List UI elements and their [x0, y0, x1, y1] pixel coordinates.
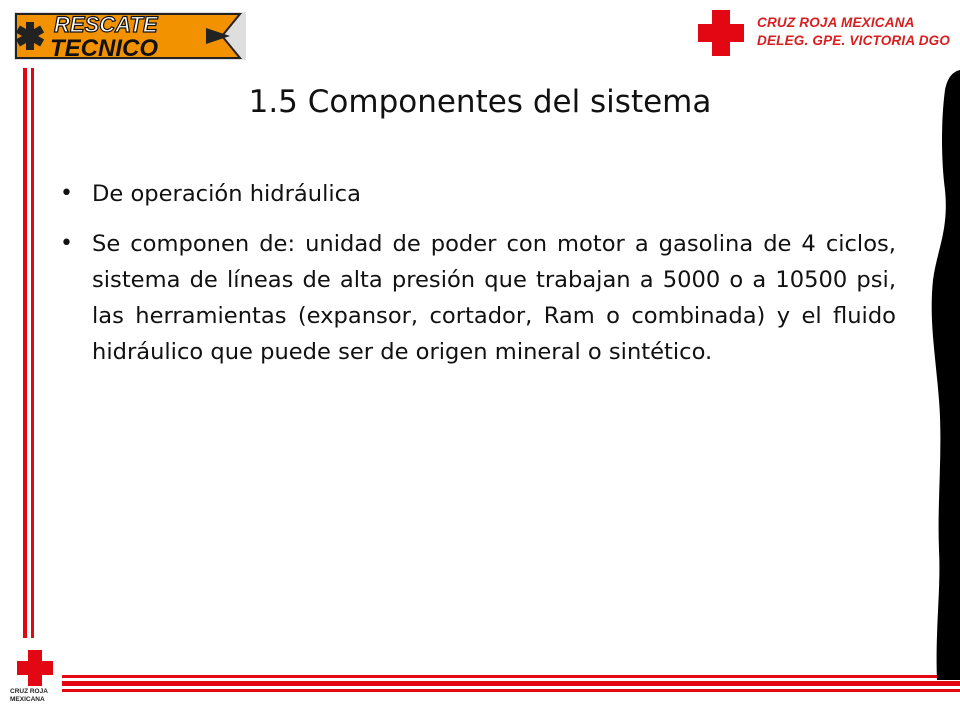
org-name: CRUZ ROJA MEXICANA	[757, 15, 915, 30]
bullet-item: • De operación hidráulica	[56, 176, 896, 212]
left-red-line-inner	[31, 68, 34, 638]
logo-line1: RESCATE	[54, 12, 158, 37]
footer-logo-line2: MEXICANA	[10, 695, 45, 703]
delegation-name: DELEG. GPE. VICTORIA DGO	[757, 33, 951, 48]
bullet-item: • Se componen de: unidad de poder con motor a gasolina de 4 ciclos, sistema de líneas de alta presión que trabajan a 5000 o a 10500 psi, las herramientas (expansor, cortador, Ram o combinada) y el fluido hidráulico que puede ser de origen mineral o sintético.	[56, 226, 896, 370]
footer-red-cross-icon	[10, 648, 60, 688]
footer-logo-text	[10, 688, 60, 703]
logo-line2: TECNICO	[50, 35, 158, 62]
footer-logo-line1: CRUZ ROJA	[10, 688, 48, 695]
cruz-roja-text	[757, 14, 950, 50]
bottom-red-line-3	[62, 689, 960, 692]
silhouette-shape	[905, 70, 960, 680]
footer-cruz-roja-logo	[10, 648, 60, 718]
bottom-red-line-1	[62, 675, 960, 678]
red-cross-icon	[695, 8, 747, 58]
bullet-list	[56, 176, 896, 384]
cruz-roja-header	[695, 4, 955, 54]
rescate-tecnico-logo	[10, 8, 250, 64]
slide-title: 1.5 Componentes del sistema	[248, 84, 712, 120]
bottom-red-line-2	[62, 681, 960, 686]
left-red-line-outer	[23, 68, 27, 638]
